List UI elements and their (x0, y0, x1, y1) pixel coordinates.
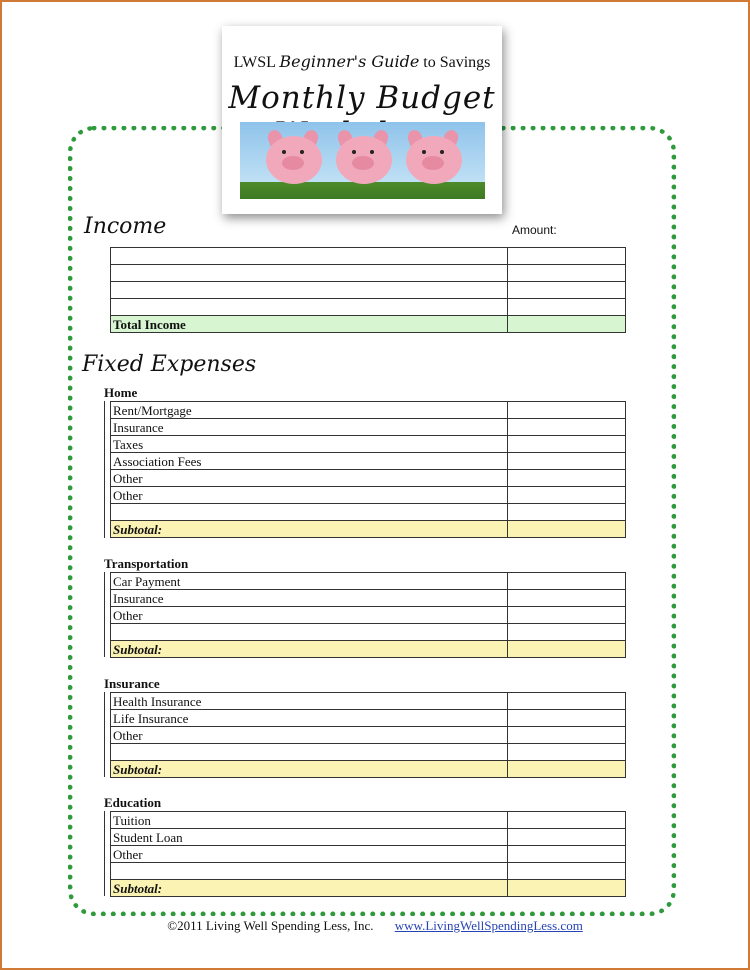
subtitle-suffix: to Savings (423, 54, 491, 71)
piggy-bank-photo (240, 122, 485, 199)
table-row (111, 829, 626, 846)
amount-cell[interactable] (508, 504, 626, 521)
amount-cell[interactable] (508, 265, 626, 282)
expense-label-blank[interactable] (111, 863, 508, 880)
expense-label: Other (111, 727, 508, 744)
table-row (111, 607, 626, 624)
expense-label-blank[interactable] (111, 744, 508, 761)
insurance-bracket (104, 692, 105, 777)
fixed-expenses-heading: Fixed Expenses (82, 352, 257, 377)
piggy-bank-icon (402, 128, 466, 188)
expense-label: Insurance (111, 590, 508, 607)
education-table (110, 811, 626, 897)
income-table (110, 247, 626, 333)
home-table (110, 401, 626, 538)
copyright-text: ©2011 Living Well Spending Less, Inc. (167, 918, 374, 933)
expense-label: Taxes (111, 436, 508, 453)
education-bracket (104, 811, 105, 896)
income-source-cell[interactable] (111, 265, 508, 282)
table-row (111, 624, 626, 641)
amount-cell[interactable] (508, 829, 626, 846)
table-row (111, 436, 626, 453)
subtitle-script: Beginner's Guide (279, 52, 420, 71)
expense-label: Other (111, 470, 508, 487)
amount-cell[interactable] (508, 419, 626, 436)
amount-cell[interactable] (508, 624, 626, 641)
amount-label: Amount: (512, 223, 557, 237)
table-row (111, 419, 626, 436)
table-row (111, 590, 626, 607)
insurance-group-title: Insurance (104, 676, 160, 691)
header-card (222, 26, 502, 214)
education-subtotal-row (111, 880, 626, 897)
table-row (111, 299, 626, 316)
amount-cell[interactable] (508, 727, 626, 744)
table-row (111, 744, 626, 761)
amount-cell[interactable] (508, 812, 626, 829)
table-row (111, 863, 626, 880)
amount-cell[interactable] (508, 693, 626, 710)
table-row (111, 693, 626, 710)
transportation-bracket (104, 572, 105, 657)
total-income-row (111, 316, 626, 333)
amount-cell[interactable] (508, 573, 626, 590)
income-source-cell[interactable] (111, 282, 508, 299)
insurance-table (110, 692, 626, 778)
subtotal-amount[interactable] (508, 761, 626, 778)
total-income-amount[interactable] (508, 316, 626, 333)
subtotal-label: Subtotal: (111, 761, 508, 778)
subtitle-prefix: LWSL (233, 54, 276, 71)
amount-cell[interactable] (508, 436, 626, 453)
subtotal-amount[interactable] (508, 521, 626, 538)
expense-label-blank[interactable] (111, 504, 508, 521)
amount-cell[interactable] (508, 710, 626, 727)
page-title: Monthly Budget (228, 80, 496, 116)
amount-cell[interactable] (508, 744, 626, 761)
footer (0, 918, 750, 934)
education-group-title: Education (104, 795, 162, 810)
income-heading: Income (84, 214, 167, 239)
amount-cell[interactable] (508, 863, 626, 880)
table-row (111, 453, 626, 470)
piggy-bank-icon (262, 128, 326, 188)
table-row (111, 710, 626, 727)
home-subtotal-row (111, 521, 626, 538)
amount-cell[interactable] (508, 299, 626, 316)
table-row (111, 487, 626, 504)
expense-label: Association Fees (111, 453, 508, 470)
subtotal-label: Subtotal: (111, 880, 508, 897)
transportation-group-title: Transportation (104, 556, 189, 571)
table-row (111, 265, 626, 282)
amount-cell[interactable] (508, 590, 626, 607)
transportation-table (110, 572, 626, 658)
subtotal-label: Subtotal: (111, 641, 508, 658)
home-group-title: Home (104, 385, 138, 400)
table-row (111, 573, 626, 590)
website-link[interactable]: www.LivingWellSpendingLess.com (394, 918, 583, 933)
table-row (111, 402, 626, 419)
total-income-label: Total Income (111, 316, 508, 333)
table-row (111, 846, 626, 863)
expense-label: Tuition (111, 812, 508, 829)
expense-label: Health Insurance (111, 693, 508, 710)
expense-label: Other (111, 487, 508, 504)
expense-label: Insurance (111, 419, 508, 436)
table-row (111, 727, 626, 744)
amount-cell[interactable] (508, 453, 626, 470)
amount-cell[interactable] (508, 846, 626, 863)
table-row (111, 282, 626, 299)
insurance-subtotal-row (111, 761, 626, 778)
amount-cell[interactable] (508, 282, 626, 299)
subtotal-label: Subtotal: (111, 521, 508, 538)
expense-label: Car Payment (111, 573, 508, 590)
expense-label-blank[interactable] (111, 624, 508, 641)
home-bracket (104, 401, 105, 538)
subtotal-amount[interactable] (508, 880, 626, 897)
expense-label: Other (111, 607, 508, 624)
income-source-cell[interactable] (111, 299, 508, 316)
amount-cell[interactable] (508, 248, 626, 265)
table-row (111, 504, 626, 521)
expense-label: Life Insurance (111, 710, 508, 727)
expense-label: Other (111, 846, 508, 863)
table-row (111, 812, 626, 829)
amount-cell[interactable] (508, 607, 626, 624)
transportation-subtotal-row (111, 641, 626, 658)
amount-cell[interactable] (508, 487, 626, 504)
amount-cell[interactable] (508, 402, 626, 419)
expense-label: Rent/Mortgage (111, 402, 508, 419)
table-row (111, 470, 626, 487)
income-source-cell[interactable] (111, 248, 508, 265)
subtotal-amount[interactable] (508, 641, 626, 658)
subtitle (222, 52, 502, 72)
expense-label: Student Loan (111, 829, 508, 846)
table-row (111, 248, 626, 265)
piggy-bank-icon (332, 128, 396, 188)
amount-cell[interactable] (508, 470, 626, 487)
